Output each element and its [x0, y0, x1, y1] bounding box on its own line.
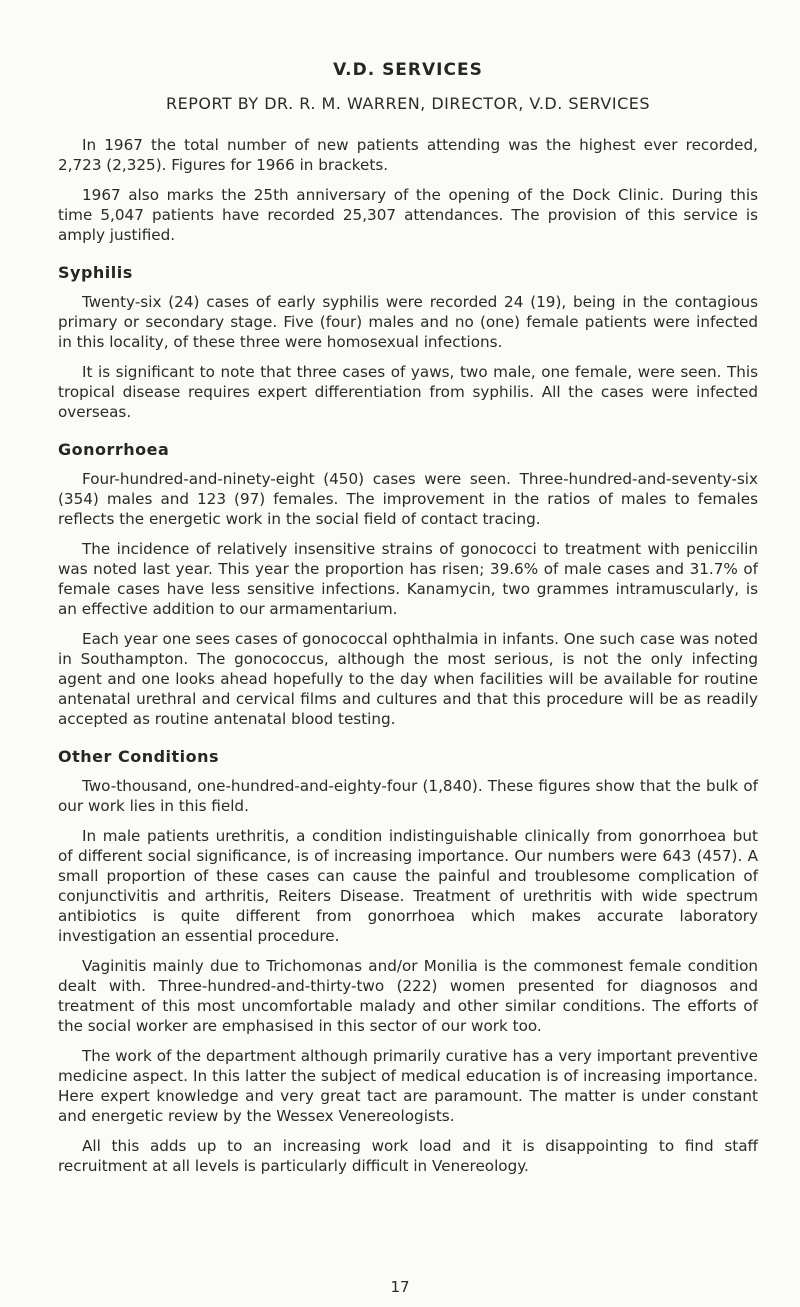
page-title: V.D. SERVICES: [333, 60, 483, 80]
section-heading-gonorrhoea: Gonorrhoea: [58, 440, 170, 459]
gonorrhoea-paragraph: The incidence of relatively insensitive strains of gonococci to treatment with peniccilin was noted last year. This year the proportion has risen; 39.6% of male cases and 31.7% of female cases have less sensitive infections. Kanamycin, two grammes intramuscularly, is an effective addition to our armamentarium.: [58, 540, 758, 618]
other-conditions-paragraph: In male patients urethritis, a condition indistinguishable clinically from gonorrhoea but of different social significance, is of increasing importance. Our numbers were 643 (457). A small proportion of these cases can cause the painful and troublesome complication of conjunctivitis and arthritis, Reiters Disease. Treatment of urethritis with wide spectrum antibiotics is quite different from gonorrhoea which makes accurate laboratory investigation an essential procedure.: [58, 827, 758, 945]
section-heading-other-conditions: Other Conditions: [58, 747, 220, 766]
gonorrhoea-paragraph: Four-hundred-and-ninety-eight (450) cases were seen. Three-hundred-and-seventy-six (354) males and 123 (97) females. The improvement in the ratios of males to females reflects the energetic work in the social field of contact tracing.: [58, 470, 758, 528]
intro-paragraph: In 1967 the total number of new patients attending was the highest ever recorded, 2,723 (2,325). Figures for 1966 in brackets.: [58, 136, 758, 174]
other-conditions-paragraph: The work of the department although primarily curative has a very important preventive medicine aspect. In this latter the subject of medical education is of increasing importance. Here expert knowledge and very great tact are paramount. The matter is under constant and energetic review by the Wessex Venereologists.: [58, 1047, 758, 1125]
report-page: [58, 60, 758, 1186]
intro-paragraph: 1967 also marks the 25th anniversary of the opening of the Dock Clinic. During this time 5,047 patients have recorded 25,307 attendances. The provision of this service is amply justified.: [58, 186, 758, 244]
gonorrhoea-paragraph: Each year one sees cases of gonococcal ophthalmia in infants. One such case was noted in Southampton. The gonococcus, although the most serious, is not the only infecting agent and one looks ahead hopefully to the day when facilities will be available for routine antenatal urethral and cervical films and cultures and that this procedure will be as readily accepted as routine antenatal blood testing.: [58, 630, 758, 728]
report-byline: REPORT BY DR. R. M. WARREN, DIRECTOR, V.D. SERVICES: [165, 94, 650, 113]
other-conditions-paragraph: All this adds up to an increasing work load and it is disappointing to find staff recruitment at all levels is particularly difficult in Venereology.: [58, 1137, 758, 1175]
page-number: 17: [390, 1278, 410, 1296]
syphilis-paragraph: Twenty-six (24) cases of early syphilis were recorded 24 (19), being in the contagious primary or secondary stage. Five (four) males and no (one) female patients were infected in this locality, of these three were homosexual infections.: [58, 293, 758, 351]
syphilis-paragraph: It is significant to note that three cases of yaws, two male, one female, were seen. This tropical disease requires expert differentiation from syphilis. All the cases were infected overseas.: [58, 363, 758, 421]
other-conditions-paragraph: Vaginitis mainly due to Trichomonas and/or Monilia is the commonest female condition dealt with. Three-hundred-and-thirty-two (222) women presented for diagnosos and treatment of this most uncomfortable malady and other similar conditions. The efforts of the social worker are emphasised in this sector of our work too.: [58, 957, 758, 1035]
section-heading-syphilis: Syphilis: [58, 263, 133, 282]
other-conditions-paragraph: Two-thousand, one-hundred-and-eighty-four (1,840). These figures show that the bulk of our work lies in this field.: [58, 777, 758, 815]
